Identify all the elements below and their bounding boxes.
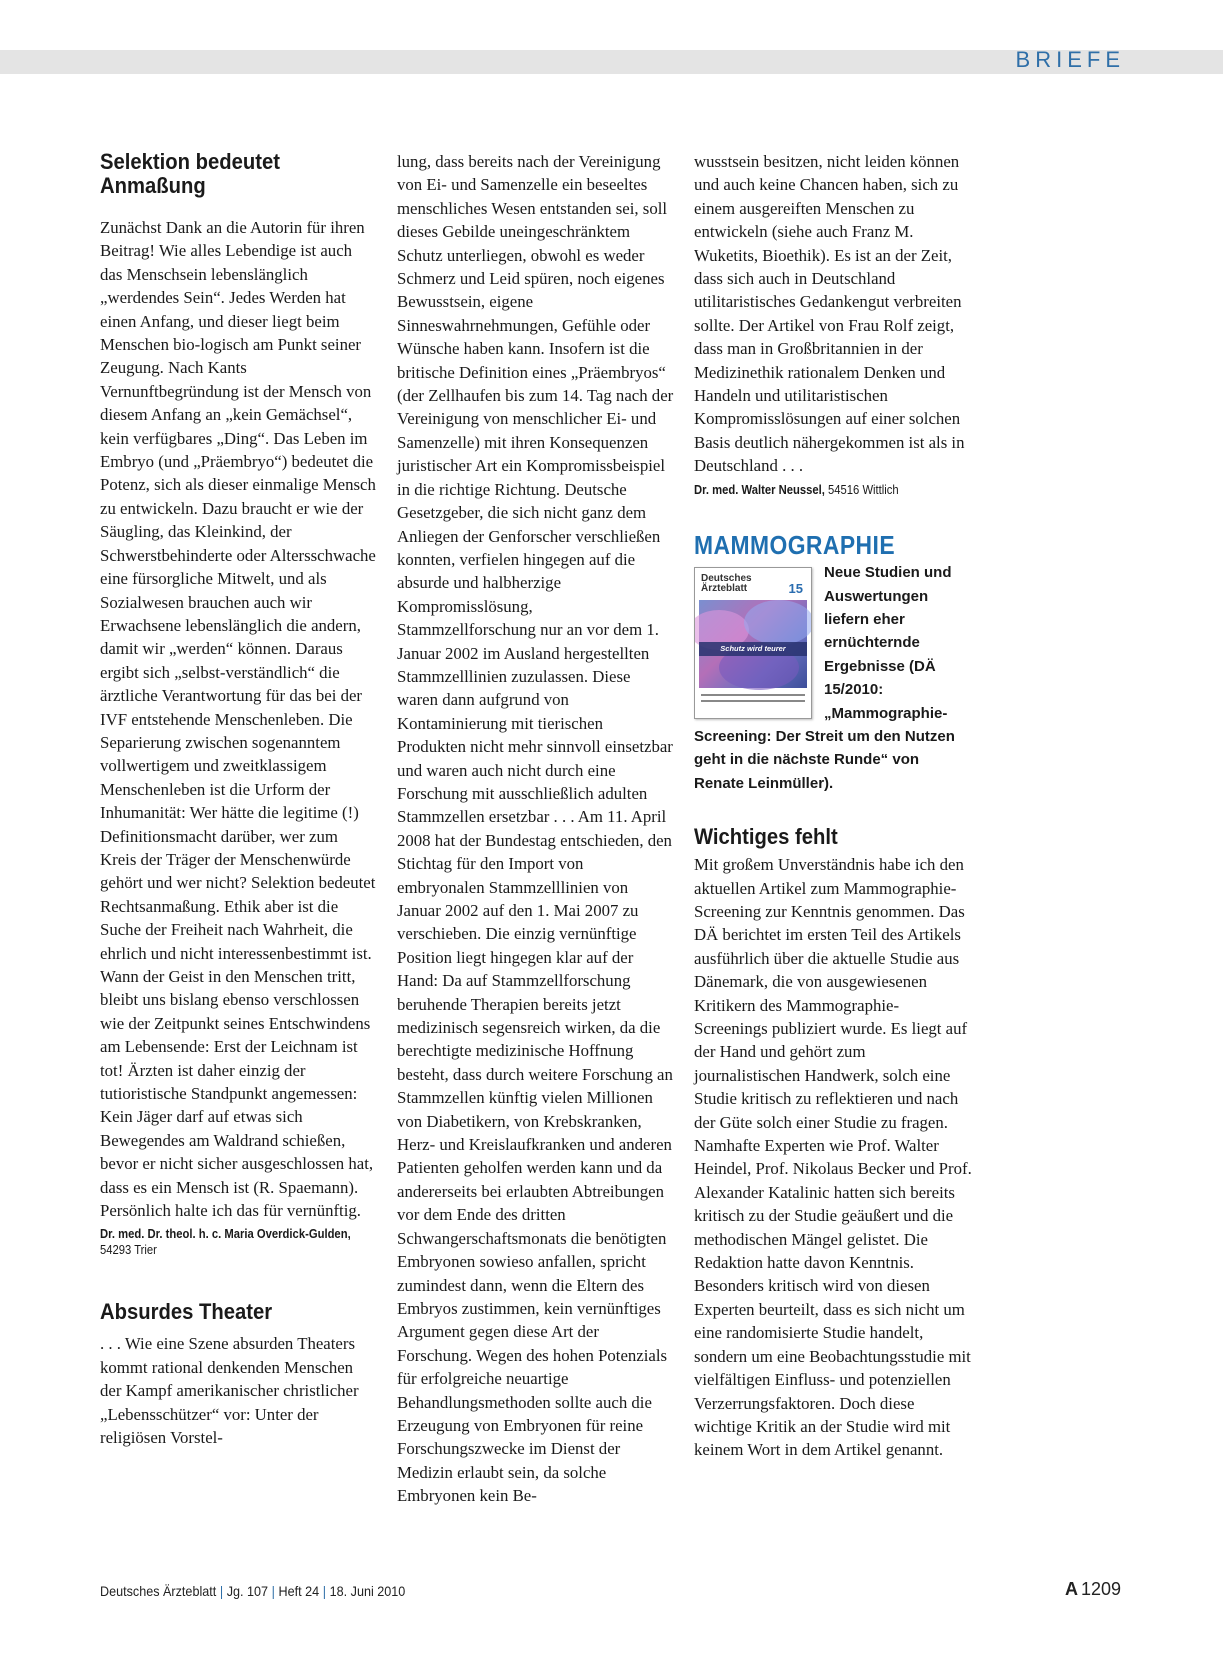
issue: Heft 24 <box>278 1583 320 1599</box>
letter-body: . . . Wie eine Szene absurden Theaters kommt rational denkenden Menschen der Kampf amerikanischer christlicher „Lebensschützer“ vor: Unter der religiösen Vorstel- <box>100 1334 359 1448</box>
letter-body: Zunächst Dank an die Autorin für ihren Beitrag! Wie alles Lebendige ist auch das Menschsein lebenslänglich „werdendes Sein“. Jedes Werden hat einen Anfang, und dieser liegt beim Menschen bio-logisch am Punkt seiner Zeugung. Nach Kants Vernunftbegründung ist der Mensch von diesem Anfang an „kein Gemächsel“, kein verfügbares „Ding“. Das Leben im Embryo (und „Präembryo“) bedeutet die Potenz, sich als dieser einmalige Mensch zu entwickeln. Dazu braucht er wie der Säugling, das Kleinkind, der Schwerstbehinderte oder Altersschwache eine fürsorgliche Mitwelt, und als Sozialwesen brauchen auch wir Erwachsene lebenslänglich die andern, damit wir „werden“ können. Daraus ergibt sich „selbst-verständlich“ die ärztliche Verantwortung für das bei der IVF entstehende Menschenleben. Die Separierung zwischen sogenanntem vollwertigem und zweitklassigem Menschenleben ist die Urform der Inhumanität: Wer hätte die legitime (!) Definitionsmacht darüber, wer zum Kreis der Träger der Menschenwürde gehört und wer nicht? Selektion bedeutet Rechtsanmaßung. Ethik aber ist die Suche der Freiheit nach Wahrheit, die ehrlich und nicht interessenbestimmt ist. Wann der Geist in den Menschen tritt, bleibt uns bislang ebenso verschlossen wie der Zeitpunkt seines Entschwindens am Lebensende: Erst der Leichnam ist tot! Ärzten ist daher einzig der tutioristische Standpunkt angemessen: Kein Jäger darf auf etwas sich Bewegendes am Waldrand schießen, bevor er nicht sicher ausgeschlossen hat, dass es ein Mensch ist (R. Spaemann). Persönlich halte ich das für vernünftig. <box>100 218 376 1221</box>
cover-text-lines <box>701 694 805 706</box>
author-place: 54293 Trier <box>100 1243 157 1258</box>
cover-issue-number: 15 <box>788 581 803 597</box>
column-1 <box>100 150 378 1450</box>
letter-heading: Selektion bedeutet Anmaßung <box>100 149 280 198</box>
column-2 <box>397 150 674 1508</box>
magazine-cover-image <box>694 567 812 719</box>
issue-teaser <box>694 561 972 795</box>
page-number: A 1209 <box>1064 1579 1121 1599</box>
author-place: 54516 Wittlich <box>828 482 899 497</box>
letter-heading: Wichtiges fehlt <box>694 824 838 850</box>
page-footer: Deutsches Ärzteblatt | Jg. 107 | Heft 24 | 18. Juni 2010 <box>100 1583 406 1599</box>
issue-date: 18. Juni 2010 <box>329 1583 406 1599</box>
letter-author <box>694 482 944 498</box>
teaser-text: Neue Studien und Auswertungen liefern eher ernüchternde Ergebnisse (DÄ 15/2010: „Mammographie-Screening: Der Streit um den Nutzen geht in die nächste Runde“ von Renate Leinmüller). <box>694 564 955 792</box>
author-name: Dr. med. Dr. theol. h. c. Maria Overdick-Gulden, <box>100 1227 351 1242</box>
letter-body: lung, dass bereits nach der Vereinigung von Ei- und Samenzelle ein beseeltes menschliches Wesen entstanden sei, soll dieses Gebilde uneingeschränktem Schutz unterliegen, obwohl es weder Schmerz und Leid spüren, noch eigenes Bewusstsein, eigene Sinneswahrnehmungen, Gefühle oder Wünsche haben kann. Insofern ist die britische Definition eines „Präembryos“ (der Zellhaufen bis zum 14. Tag nach der Vereinigung von menschlicher Ei- und Samenzelle) mit ihren Konsequenzen juristischer Art ein Kompromissbeispiel in die richtige Richtung. Deutsche Gesetzgeber, die sich nicht ganz dem Anliegen der Genforscher verschließen konnten, verfielen hingegen auf die absurde und halbherzige Kompromisslösung, Stammzellforschung nur an vor dem 1. Januar 2002 im Ausland hergestellten Stammzelllinien zuzulassen. Diese waren dann aufgrund von Kontaminierung mit tierischen Produkten nicht mehr sinnvoll einsetzbar und waren auch nicht durch eine Forschung mit ausschließlich adulten Stammzellen ersetzbar . . . Am 11. April 2008 hat der Bundestag entschieden, den Stichtag für den Import von embryonalen Stammzelllinien von Januar 2002 auf den 1. Mai 2007 zu verschieben. Die einzig vernünftige Position liegt hingegen klar auf der Hand: Da auf Stammzellforschung beruhende Therapien bereits jetzt medizinisch segensreich wirken, da die berechtigte medizinische Hoffnung besteht, dass durch weitere Forschung an Stammzellen künftig vielen Millionen von Diabetikern, von Krebskranken, Herz- und Kreislaufkranken und anderen Patienten geholfen werden kann und da andererseits bei erlaubten Abtreibungen vor dem Ende des dritten Schwangerschaftsmonats die benötigten Embryonen sowieso anfallen, spricht zumindest dann, wenn die Eltern des Embryos zustimmen, kein vernünftiges Argument gegen diese Art der Forschung. Wegen des hohen Potenzials für erfolgreiche neuartige Behandlungsmethoden sollte auch die Erzeugung von Embryonen für reine Forschungszwecke im Dienst der Medizin erlaubt sein, da solche Embryonen kein Be- <box>397 152 674 1506</box>
cover-headline: Schutz wird teurer <box>699 642 807 656</box>
letter-body: Mit großem Unverständnis habe ich den aktuellen Artikel zum Mammographie-Screening zur Kenntnis genommen. Das DÄ berichtet im ersten Teil des Artikels ausführlich über die aktuelle Studie aus Dänemark, die von ausgewiesenen Kritikern des Mammographie-Screenings publiziert wurde. Es liegt auf der Hand und gehört zum journalistischen Handwerk, solch eine Studie kritisch zu reflektieren und nach der Güte solch einer Studie zu fragen. Namhafte Experten wie Prof. Walter Heindel, Prof. Nikolaus Becker und Prof. Alexander Katalinic hatten sich bereits kritisch zu der Studie geäußert und die methodischen Mängel gelistet. Die Redaktion hatte davon Kenntnis. Besonders kritisch wird von diesen Experten beurteilt, dass es sich nicht um eine randomisierte Studie handelt, sondern um eine Beobachtungsstudie mit vielfältigen Einfluss- und potenziellen Verzerrungsfaktoren. Doch diese wichtige Kritik an der Studie wird mit keinem Wort in dem Artikel genannt. <box>694 855 972 1460</box>
letter-heading: Absurdes Theater <box>100 1299 273 1325</box>
letter-body: wusstsein besitzen, nicht leiden können und auch keine Chancen haben, sich zu einem ausgereiften Menschen zu entwickeln (siehe auch Franz M. Wuketits, Bioethik). Es ist an der Zeit, dass sich auch in Deutschland utilitaristisches Gedankengut verbreiten sollte. Der Artikel von Frau Rolf zeigt, dass man in Großbritannien in der Medizinethik rationalem Denken und Handeln und utilitaristischen Kompromisslösungen auf einer solchen Basis deutlich nähergekommen ist als in Deutschland . . . <box>694 152 965 476</box>
cover-title: Deutsches Ärzteblatt <box>701 573 752 595</box>
topic-heading: MAMMOGRAPHIE <box>694 529 896 560</box>
journal-name: Deutsches Ärzteblatt <box>100 1583 217 1599</box>
column-3 <box>694 150 972 1462</box>
author-name: Dr. med. Walter Neussel, <box>694 482 825 497</box>
volume: Jg. 107 <box>226 1583 269 1599</box>
letter-author <box>100 1226 350 1258</box>
section-label: BRIEFE <box>1015 47 1125 72</box>
